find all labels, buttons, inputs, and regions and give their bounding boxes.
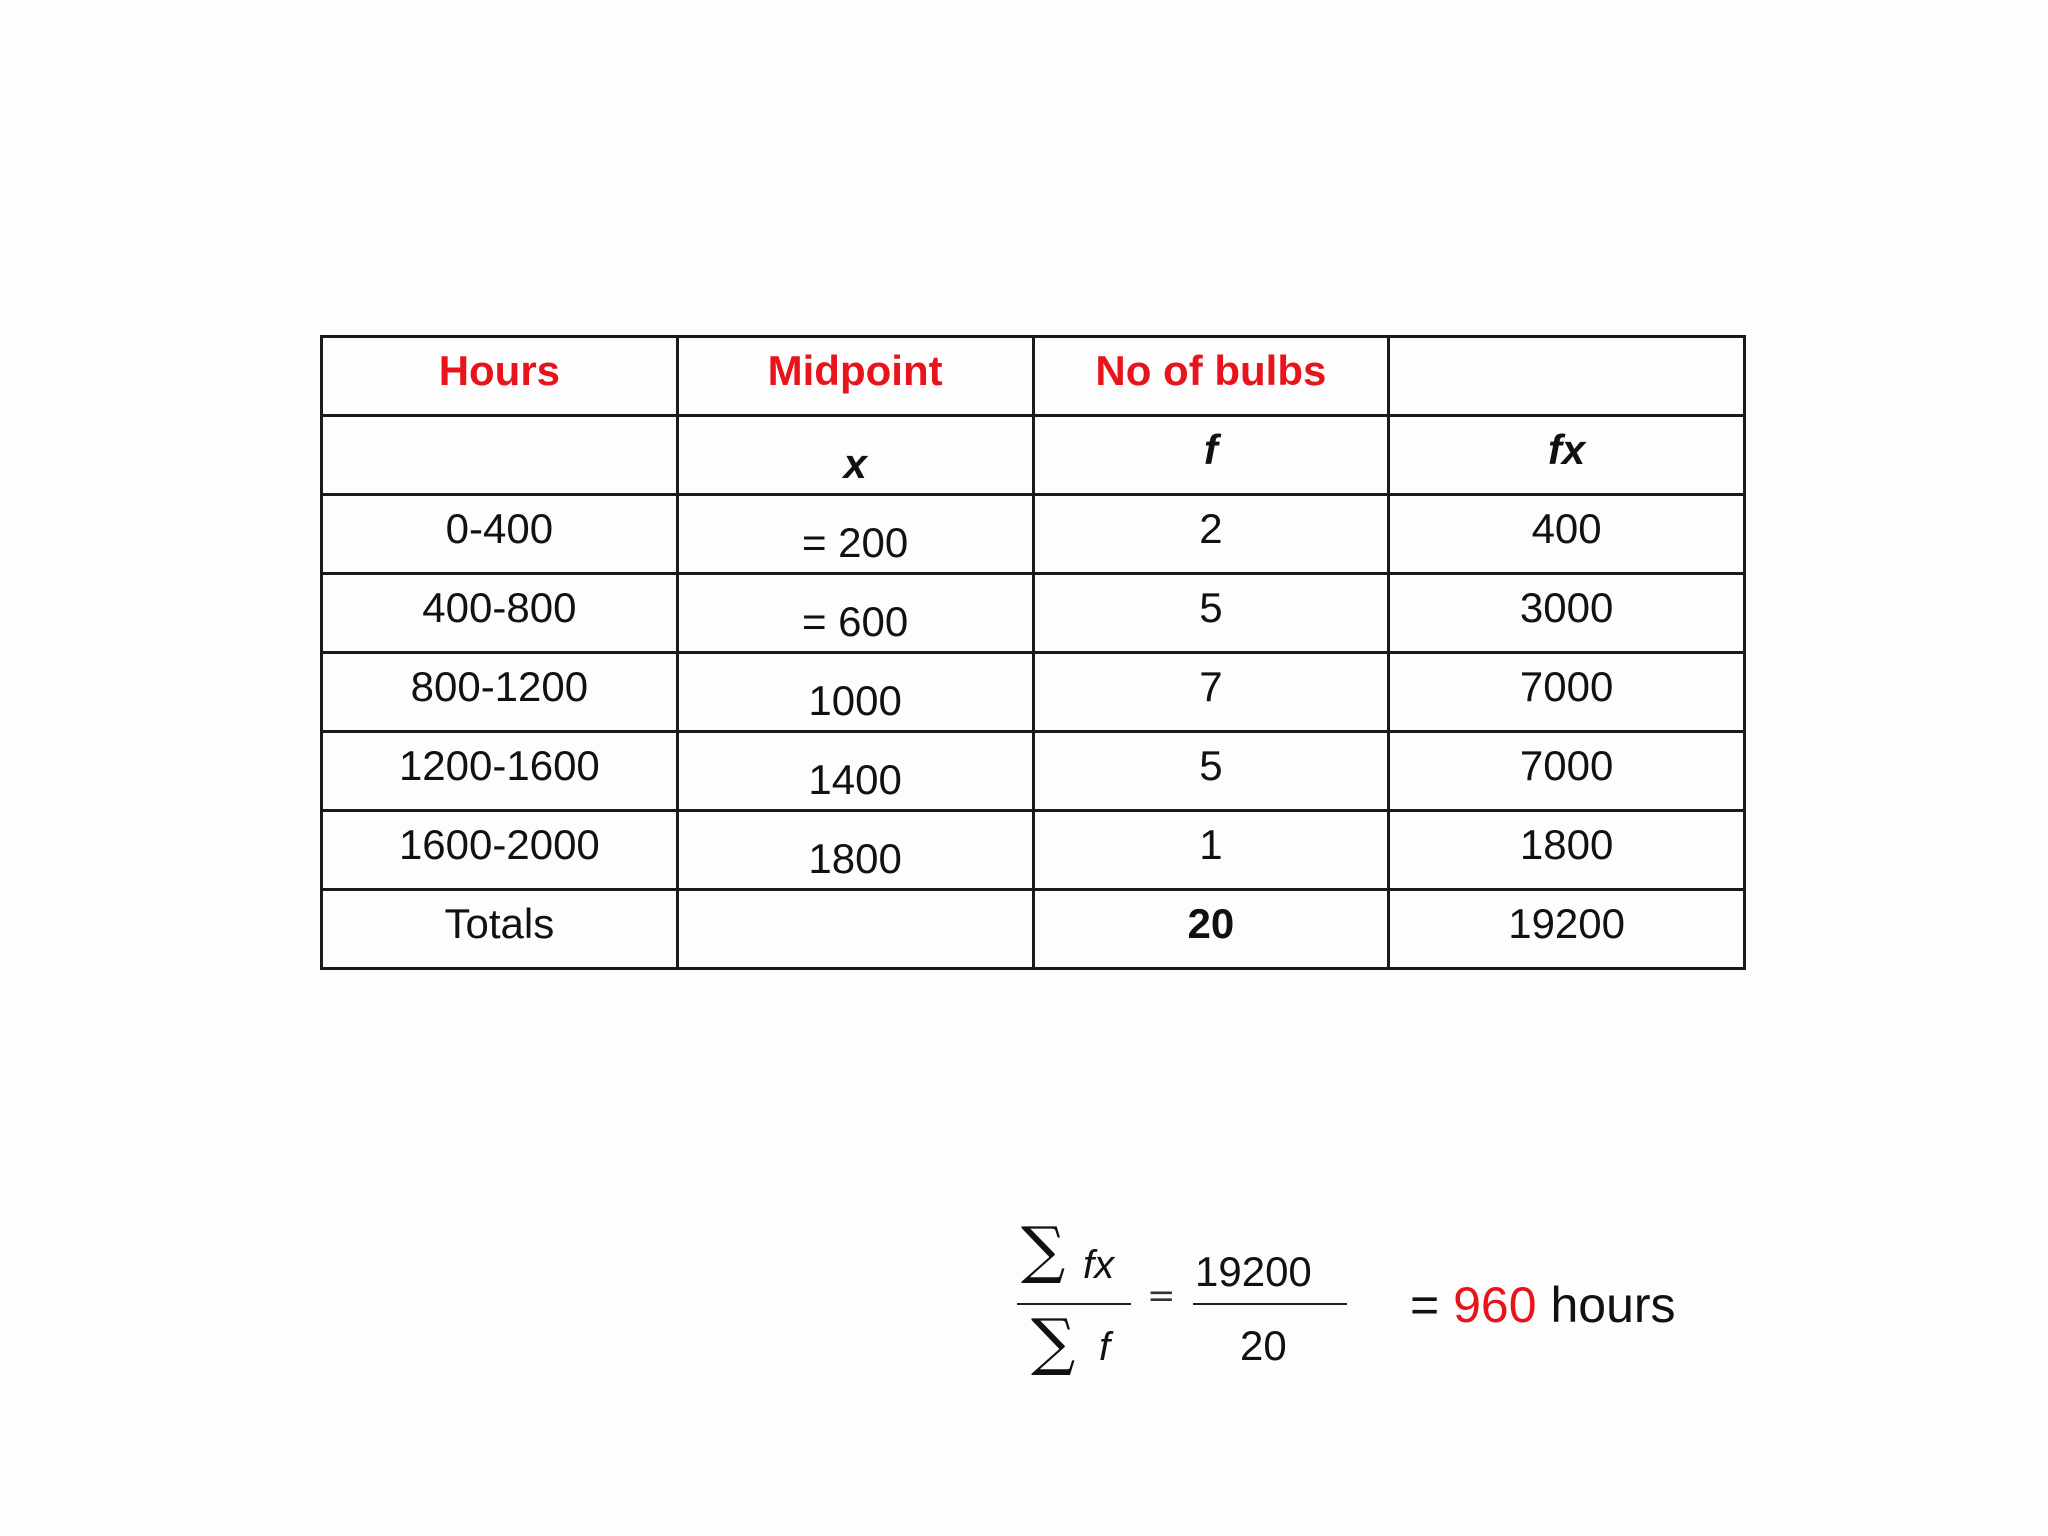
symbol-fx: fx	[1547, 426, 1586, 473]
header-cell-hours	[322, 337, 678, 416]
midpoint-value: 1400	[808, 756, 902, 803]
totals-midpoint	[679, 891, 1032, 903]
fx-value: 3000	[1519, 584, 1614, 631]
f-cell	[1033, 495, 1389, 574]
table-row	[322, 732, 1745, 811]
header-no-of-bulbs: No of bulbs	[1095, 347, 1327, 394]
equals-sign: =	[1147, 1276, 1176, 1316]
midpoint-cell	[677, 732, 1033, 811]
header-row	[322, 337, 1745, 416]
denominator-value: 20	[1240, 1322, 1287, 1369]
totals-row	[322, 890, 1745, 969]
hours-value: 400-800	[422, 584, 577, 631]
symbol-blank	[323, 417, 676, 429]
symbol-row	[322, 416, 1745, 495]
value-fraction-line	[1193, 1303, 1347, 1305]
fx-value: 400	[1531, 505, 1602, 552]
f-value: 2	[1199, 505, 1223, 552]
result-unit: hours	[1550, 1277, 1676, 1333]
symbol-cell-hours	[322, 416, 678, 495]
mean-calculation-table	[320, 335, 1746, 970]
symbol-f: f	[1203, 426, 1218, 473]
totals-f-cell	[1033, 890, 1389, 969]
fx-value: 1800	[1519, 821, 1614, 868]
fx-cell	[1389, 653, 1745, 732]
f-value: 5	[1199, 742, 1223, 789]
f-cell	[1033, 811, 1389, 890]
result-value: 960	[1453, 1277, 1537, 1333]
midpoint-cell	[677, 574, 1033, 653]
table-row	[322, 574, 1745, 653]
header-blank	[1390, 338, 1743, 350]
fx-value: 7000	[1519, 742, 1614, 789]
hours-value: 0-400	[445, 505, 554, 552]
denominator-symbol: f	[1099, 1325, 1111, 1369]
totals-f: 20	[1187, 900, 1235, 947]
fx-cell	[1389, 811, 1745, 890]
symbol-cell-f	[1033, 416, 1389, 495]
header-midpoint: Midpoint	[767, 347, 943, 394]
symbol-cell-x	[677, 416, 1033, 495]
midpoint-cell	[677, 811, 1033, 890]
midpoint-cell	[677, 653, 1033, 732]
fx-value: 7000	[1519, 663, 1614, 710]
header-hours: Hours	[438, 347, 561, 394]
f-cell	[1033, 653, 1389, 732]
result-prefix: =	[1410, 1277, 1440, 1333]
fx-cell	[1389, 732, 1745, 811]
f-cell	[1033, 574, 1389, 653]
hours-value: 1200-1600	[398, 742, 600, 789]
hours-cell	[322, 574, 678, 653]
hours-cell	[322, 811, 678, 890]
header-cell-midpoint	[677, 337, 1033, 416]
f-value: 7	[1199, 663, 1223, 710]
hours-cell	[322, 732, 678, 811]
hours-cell	[322, 653, 678, 732]
midpoint-value: = 200	[801, 519, 909, 566]
sigma-denominator: ∑	[1031, 1305, 1076, 1378]
table-row	[322, 653, 1745, 732]
f-value: 5	[1199, 584, 1223, 631]
midpoint-value: 1000	[808, 677, 902, 724]
numerator-symbol: fx	[1083, 1243, 1115, 1287]
numerator-value: 19200	[1195, 1248, 1312, 1295]
fx-cell	[1389, 495, 1745, 574]
f-cell	[1033, 732, 1389, 811]
fx-cell	[1389, 574, 1745, 653]
midpoint-value: = 600	[801, 598, 909, 645]
symbol-x: x	[843, 440, 867, 487]
header-cell-bulbs	[1033, 337, 1389, 416]
totals-label: Totals	[444, 900, 555, 947]
result-text	[1410, 1277, 1676, 1333]
totals-fx-cell	[1389, 890, 1745, 969]
sigma-numerator: ∑	[1021, 1213, 1066, 1286]
midpoint-value: 1800	[808, 835, 902, 882]
f-value: 1	[1199, 821, 1223, 868]
hours-cell	[322, 495, 678, 574]
header-cell-empty	[1389, 337, 1745, 416]
table-row	[322, 811, 1745, 890]
midpoint-cell	[677, 495, 1033, 574]
totals-fx: 19200	[1508, 900, 1626, 947]
totals-label-cell	[322, 890, 678, 969]
hours-value: 1600-2000	[398, 821, 600, 868]
table-row	[322, 495, 1745, 574]
hours-value: 800-1200	[410, 663, 589, 710]
symbol-cell-fx	[1389, 416, 1745, 495]
totals-midpoint-cell	[677, 890, 1033, 969]
